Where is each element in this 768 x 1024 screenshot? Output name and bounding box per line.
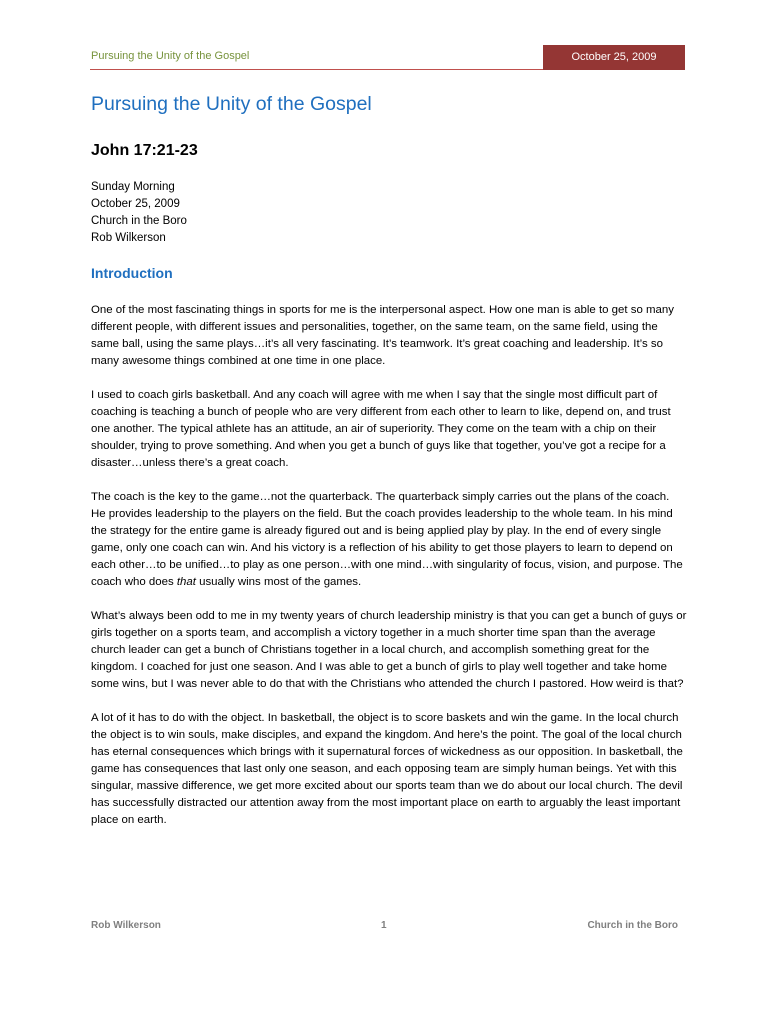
paragraph-3-part-1: The coach is the key to the game…not the quarterback. The quarterback simply carries out the plans of the coach. He provides leadership to the players on the field. But the coach provides leadership to the whole team. In his mind the strategy for the entire game is already figured out and is being applied play by play. In the end of every single game, only one coach can win. And his victory is a reflection of his ability to get those players to learn to depend on each other…to be unified…to play as one person…with one mind…with singularity of focus, vision, and purpose. The coach who does [91, 490, 683, 589]
page-number: 1 [381, 920, 387, 931]
sermon-meta [91, 179, 187, 247]
paragraph-3-part-2: usually wins most of the games. [195, 576, 362, 589]
paragraph-2: I used to coach girls basketball. And any coach will agree with me when I say that the single most difficult part of coaching is teaching a bunch of people who are very different from each other to learn to like, depend on, and trust one another. The typical athlete has an attitude, an air of superiority. They come on the team with a chip on their shoulder, trying to prove something. And when you get a bunch of guys like that together, you’ve got a recipe for a disaster…unless there’s a great coach. [91, 388, 671, 470]
footer-church: Church in the Boro [587, 920, 678, 931]
meta-date: October 25, 2009 [91, 198, 180, 210]
paragraph-5: A lot of it has to do with the object. In basketball, the object is to score baskets and win the game. In the local church the object is to win souls, make disciples, and expand the kingdom. And here’s the point. The goal of the local church has eternal consequences which brings with it supernatural forces of wickedness as our opposition. In basketball, the game has consequences that last only one season, and each opposing team are simply human beings. Yet with this singular, massive difference, we get more excited about our sports team than we do about our local church. The devil has successfully distracted our attention away from the most important place on earth to arguably the least important place on earth. [91, 711, 683, 827]
scripture-passage: John 17:21-23 [91, 142, 198, 159]
paragraph-3-emphasis: that [176, 576, 196, 589]
header-title: Pursuing the Unity of the Gospel [91, 50, 250, 62]
paragraph-4: What’s always been odd to me in my twenty years of church leadership ministry is that you can get a bunch of guys or girls together on a sports team, and accomplish a victory together in a much shorter time span than the average church leader can get a bunch of Christians together in a local church, and accomplish something great for the kingdom. I coached for just one season. And I was able to get a bunch of girls to play well together and take home some wins, but I was never able to do that with the Christians who attended the church I pastored. How weird is that? [91, 609, 687, 691]
header-date: October 25, 2009 [543, 45, 685, 70]
meta-church: Church in the Boro [91, 215, 187, 227]
paragraph-1: One of the most fascinating things in sports for me is the interpersonal aspect. How one man is able to get so many different people, with different issues and personalities, together, on the same team, on the same field, using the same ball, using the same plays…it’s all very fascinating. It’s teamwork. It’s great coaching and leadership. It’s so many awesome things combined at one time in one place. [91, 304, 674, 368]
document-body [91, 302, 687, 846]
footer-author: Rob Wilkerson [91, 920, 161, 931]
meta-author: Rob Wilkerson [91, 232, 166, 244]
meta-occasion: Sunday Morning [91, 181, 175, 193]
document-title: Pursuing the Unity of the Gospel [91, 93, 372, 115]
header-rule [90, 69, 543, 70]
section-heading-introduction: Introduction [91, 265, 173, 281]
paragraph-3 [91, 489, 687, 592]
